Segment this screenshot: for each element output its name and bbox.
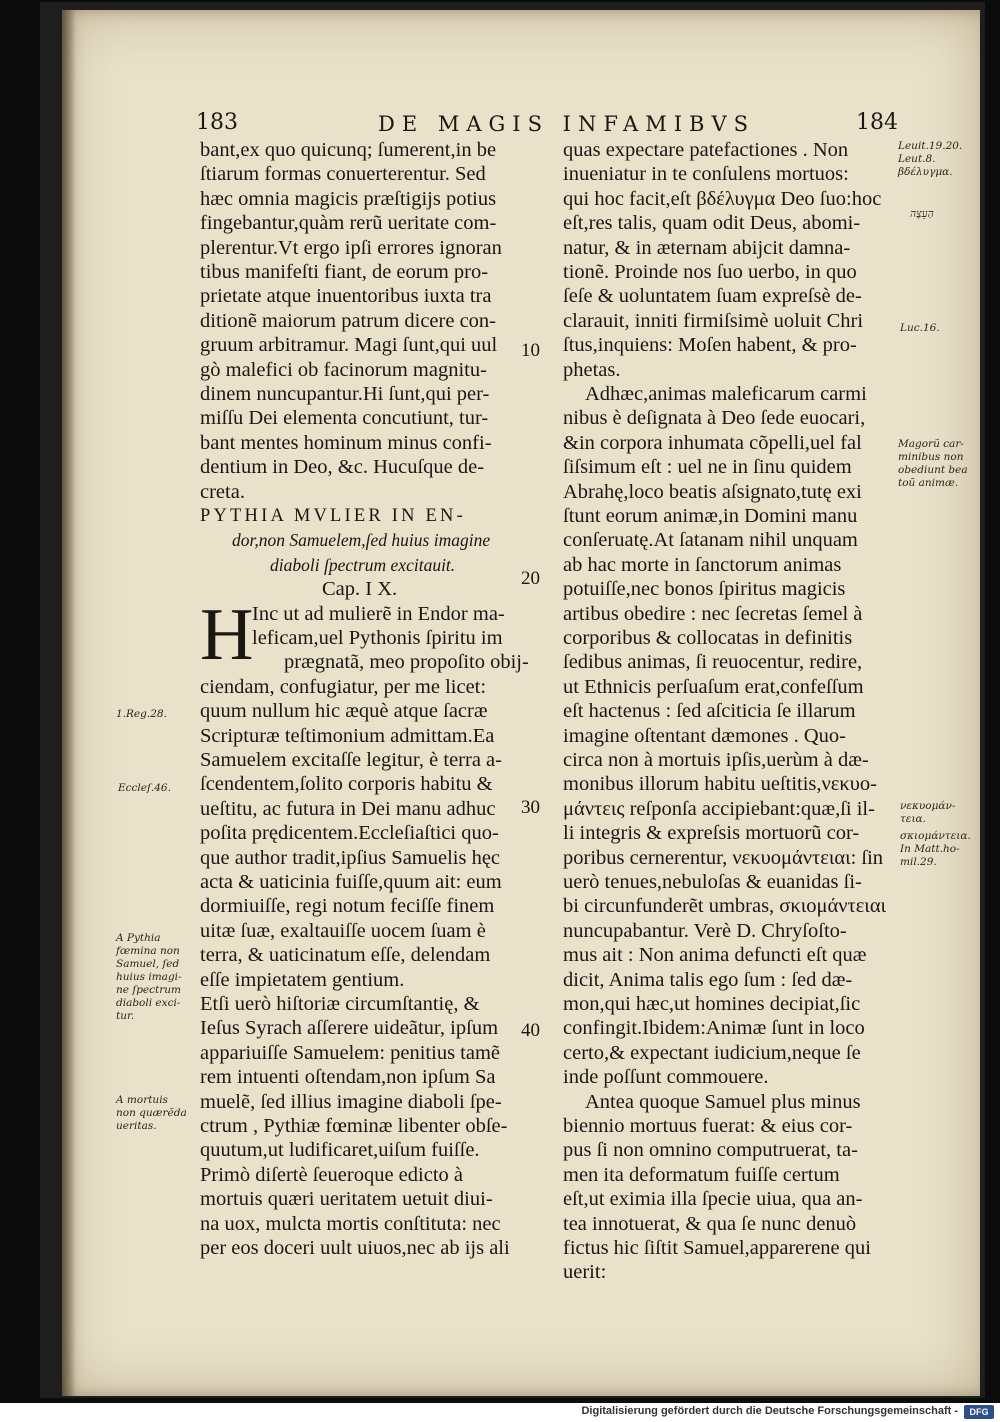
text-line: biennio mortuus fuerat: & eius cor- xyxy=(563,1115,853,1137)
chapter-subheading: diaboli ſpectrum excitauit. xyxy=(270,554,456,575)
text-line: ciendam, confugiatur, per me licet: xyxy=(200,675,487,698)
text-line: quutum,ut ludificaret,uiſum fuiſſe. xyxy=(200,1139,480,1162)
text-line: acta & uaticinia fuiſſe,quum ait: eum xyxy=(200,871,502,893)
margin-note-line: ne ſpectrum xyxy=(116,984,181,996)
margin-note-line: In Matt.ho- xyxy=(900,843,960,855)
text-line: mortuis quæri ueritatem uetuit diui- xyxy=(200,1188,493,1211)
text-line: ſtunt eorum animæ,in Domini manu xyxy=(563,505,858,527)
text-line: men ita deformatum fuiſſe certum xyxy=(563,1163,840,1186)
text-line: gruum arbitramur. Magi ſunt,qui uul xyxy=(200,334,498,357)
text-line: bant mentes hominum minus confi- xyxy=(200,431,492,454)
margin-note-line: mil.29. xyxy=(900,856,937,868)
text-line: certo,& expectant iudicium,neque ſe xyxy=(563,1041,861,1064)
text-line: dentium in Deo, &c. Hucuſque de- xyxy=(200,456,485,479)
margin-note-line: σκιομάντεια. xyxy=(900,830,971,842)
text-line: corporibus & collocatas in definitis xyxy=(563,627,853,649)
text-line: eſt,ut eximia illa ſpecie uiua, qua an- xyxy=(563,1188,863,1211)
text-line: qui hoc facit,eſt βδέλυγμα Deo ſuo:hoc xyxy=(563,187,882,210)
line-number: 30 xyxy=(521,797,540,818)
text-line: uerit: xyxy=(563,1261,607,1284)
margin-note-line: τεια. xyxy=(900,813,926,825)
margin-note-line: Leuit.19.20. xyxy=(898,140,963,152)
text-line: pus ſi non omnino computruerat, ta- xyxy=(563,1139,858,1162)
left-margin-note xyxy=(116,708,167,721)
page-fold-shadow xyxy=(62,10,76,1396)
text-line: eſt hactenus : ſed aſciticia ſe illarum xyxy=(563,700,856,723)
text-line: monibus illorum habitu ueſtitis,νεκυο- xyxy=(563,773,877,796)
margin-note-line: diaboli exci- xyxy=(116,997,181,1009)
right-page-number: 184 xyxy=(856,110,898,135)
chapter-heading: PYTHIA MVLIER IN EN- xyxy=(200,506,466,526)
margin-note-line: ueritas. xyxy=(116,1120,157,1132)
text-line: ab hac morte in ſanctorum animas xyxy=(563,553,842,576)
text-line: li integris & expreſsis mortuorũ cor- xyxy=(563,822,860,845)
drop-cap: H xyxy=(200,593,254,676)
text-line: Etſi uerò hiſtoriæ circumſtantię, & xyxy=(200,993,480,1015)
text-line: per eos doceri uult uiuos,nec ab ijs ali xyxy=(200,1237,510,1259)
text-line: muelẽ, ſed illius imagine diaboli ſpe- xyxy=(200,1090,502,1113)
margin-note-line: νεκυομάν- xyxy=(900,800,956,812)
text-line: poribus cernerentur, νεκυομάντειαι: ſin xyxy=(563,846,884,869)
margin-note-line: 1.Reg.28. xyxy=(116,708,167,720)
text-line: miſſu Dei elementa concutiunt, tur- xyxy=(200,407,489,430)
text-line: Samuelem excitaſſe legitur, è terra a- xyxy=(200,749,502,771)
text-line: prietate atque inuentoribus iuxta tra xyxy=(200,285,492,308)
right-margin-note xyxy=(910,208,934,221)
margin-note-line: Magorũ car- xyxy=(898,438,964,450)
text-line: que author tradit,ipſius Samuelis hęc xyxy=(200,846,501,869)
line-number: 10 xyxy=(521,340,540,361)
text-line: imagine oſtentant dæmones . Quo- xyxy=(563,724,846,747)
text-line: nuncupabantur. Verè D. Chryſoſto- xyxy=(563,919,847,942)
margin-note-line: A Pythia xyxy=(116,932,161,944)
text-line: μάντεις reſponſa accipiebant:quæ,ſi il- xyxy=(563,797,875,820)
text-line: &in corpora inhumata cõpelli,uel fal xyxy=(563,431,862,454)
text-line: Primò diſertè ſeueroque edicto à xyxy=(200,1163,463,1186)
chapter-subheading: dor,non Samuelem,ſed huius imagine xyxy=(232,530,491,551)
margin-note-line: tur. xyxy=(116,1010,135,1022)
text-line: eſt,res talis, quam odit Deus, abomi- xyxy=(563,212,861,235)
text-line: poſita prędicentem.Eccleſiaſtici quo- xyxy=(200,822,499,845)
text-line: ſeſe & uoluntatem ſuam expreſsè de- xyxy=(563,285,862,308)
right-margin-note xyxy=(898,438,968,490)
text-line: bant,ex quo quicunq; ſumerent,in be xyxy=(200,139,497,161)
text-line: dinem nuncupantur.Hi ſunt,qui per- xyxy=(200,383,490,405)
text-line: Scripturæ teſtimonium admittam.Ea xyxy=(200,724,495,747)
text-line: inueniatur in te conſulens mortuos: xyxy=(563,163,849,186)
text-line: ſiſsimum eſt : uel ne in ſinu quidem xyxy=(563,456,852,479)
text-line: gò malefici ob facinorum magnitu- xyxy=(200,358,487,381)
margin-note-line: toũ animæ. xyxy=(898,477,959,489)
text-line: ſtiarum formas conuerterentur. Sed xyxy=(200,163,486,186)
footer-credit: Digitalisierung gefördert durch die Deutsche Forschungsgemeinschaft - xyxy=(581,1405,958,1417)
margin-note-line: non quærẽda xyxy=(116,1107,187,1119)
right-margin-note xyxy=(898,140,962,179)
margin-note-line: הַעֵצֶה xyxy=(910,208,934,220)
margin-note-line: βδέλυγμα. xyxy=(898,166,953,178)
running-title: DE MAGIS INFAMIBVS xyxy=(378,112,756,136)
right-margin-note xyxy=(900,830,971,869)
footer-bar xyxy=(0,1403,1000,1422)
text-line: inde poſſunt commouere. xyxy=(563,1066,769,1089)
left-page-number: 183 xyxy=(196,110,238,135)
text-line: uerò tenues,nebuloſas & euanidas ſi- xyxy=(563,871,862,893)
text-line: Abrahę,loco beatis aſsignato,tutę exi xyxy=(563,480,862,503)
text-line: na uox, mulcta mortis conſtituta: nec xyxy=(200,1212,501,1235)
text-line: natur, & in æternam abijcit damna- xyxy=(563,236,851,259)
text-line: bi circunfunderẽt umbras, σκιομάντειαι xyxy=(563,895,887,918)
text-line: ut Ethnicis perſuaſum erat,confeſſum xyxy=(563,675,864,698)
text-line: eſſe impietatem gentium. xyxy=(200,968,405,991)
text-line: dicit, Anima talis ego ſum : ſed dæ- xyxy=(563,968,853,991)
margin-note-line: fœmina non xyxy=(116,945,180,957)
text-line: confingit.Ibidem:Animæ ſunt in loco xyxy=(563,1017,865,1040)
text-line: potuiſſe,nec bonos ſpiritus magicis xyxy=(563,578,846,601)
right-margin-note xyxy=(900,800,955,826)
text-line: creta. xyxy=(200,480,245,503)
dfg-logo: DFG xyxy=(964,1405,994,1419)
text-line: nibus è deſignata à Deo ſede euocari, xyxy=(563,407,866,430)
text-line: quum nullum hic æquè atque ſacræ xyxy=(200,700,488,723)
margin-note-line: minibus non xyxy=(898,451,964,463)
margin-note-line: huius imagi- xyxy=(116,971,182,983)
text-line: ueſtitu, ac futura in Dei manu adhuc xyxy=(200,797,496,820)
text-line: fingebantur,quàm rerũ ueritate com- xyxy=(200,212,497,235)
text-line: uitæ ſuæ, exaltauiſſe uocem ſuam è xyxy=(200,919,486,942)
text-line: dormiuiſſe, regi notum feciſſe finem xyxy=(200,895,495,918)
text-line: rem intuenti oſtendam,non ipſum Sa xyxy=(200,1066,496,1089)
text-line: Ieſus Syrach aſſerere uideãtur, ipſum xyxy=(200,1017,499,1040)
line-number: 20 xyxy=(521,568,540,589)
text-line: appariuiſſe Samuelem: penitius tamẽ xyxy=(200,1041,501,1064)
left-margin-note xyxy=(116,932,182,1023)
margin-note-line: obediunt bea xyxy=(898,464,968,476)
text-line: terra, & uaticinatum eſſe, delendam xyxy=(200,944,491,967)
left-margin-note xyxy=(118,782,171,795)
right-margin-note xyxy=(900,322,940,335)
line-number: 40 xyxy=(521,1020,540,1041)
chapter-number: Cap. I X. xyxy=(322,578,398,601)
margin-note-line: Eccleſ.46. xyxy=(118,782,171,794)
margin-note-line: Luc.16. xyxy=(900,322,940,334)
text-line: ſcendentem,ſolito corporis habitu & xyxy=(200,773,493,796)
text-line: prægnatã, meo propoſito obij- xyxy=(284,651,529,674)
text-line: mus ait : Non anima defuncti eſt quæ xyxy=(563,944,867,967)
text-line: artibus obedire : nec ſecretas ſemel à xyxy=(563,602,863,625)
text-line: Adhæc,animas maleficarum carmi xyxy=(585,383,867,405)
text-line: ſedibus animas, ſi reuocentur, redire, xyxy=(563,651,863,674)
text-line: hæc omnia magicis præſtigijs potius xyxy=(200,187,497,210)
text-line: ſtus,inquiens: Moſen habent, & pro- xyxy=(563,334,857,357)
margin-note-line: Samuel, ſed xyxy=(116,958,180,970)
margin-note-line: A mortuis xyxy=(116,1094,168,1106)
text-line: clarauit, inniti firmiſsimè uoluit Chri xyxy=(563,309,864,332)
text-line: tea innotuerat, & qua ſe nunc denuò xyxy=(563,1212,857,1235)
text-line: conſeruatę.At ſatanam nihil unquam xyxy=(563,529,858,552)
text-line: fictus hic ſiſtit Samuel,apparerene qui xyxy=(563,1237,871,1259)
margin-note-line: Leut.8. xyxy=(898,153,936,165)
left-margin-note xyxy=(116,1094,187,1133)
text-line: ctrum , Pythiæ fœminæ libenter obſe- xyxy=(200,1115,508,1137)
text-line: mon,qui hæc,ut homines decipiat,ſic xyxy=(563,993,861,1015)
text-line: phetas. xyxy=(563,358,621,381)
text-line: Antea quoque Samuel plus minus xyxy=(585,1090,861,1113)
text-line: quas expectare patefactiones . Non xyxy=(563,139,849,161)
text-line: plerentur.Vt ergo ipſi errores ignoran xyxy=(200,236,502,259)
text-line: Inc ut ad mulierẽ in Endor ma- xyxy=(252,602,505,625)
text-line: ditionẽ maiorum patrum dicere con- xyxy=(200,309,497,332)
text-line: leficam,uel Pythonis ſpiritu im xyxy=(252,627,503,649)
text-line: circa non à mortuis ipſis,uerùm à dæ- xyxy=(563,749,869,771)
text-line: tibus manifeſti fiant, de eorum pro- xyxy=(200,261,489,283)
text-line: tionẽ. Proinde nos ſuo uerbo, in quo xyxy=(563,261,857,283)
